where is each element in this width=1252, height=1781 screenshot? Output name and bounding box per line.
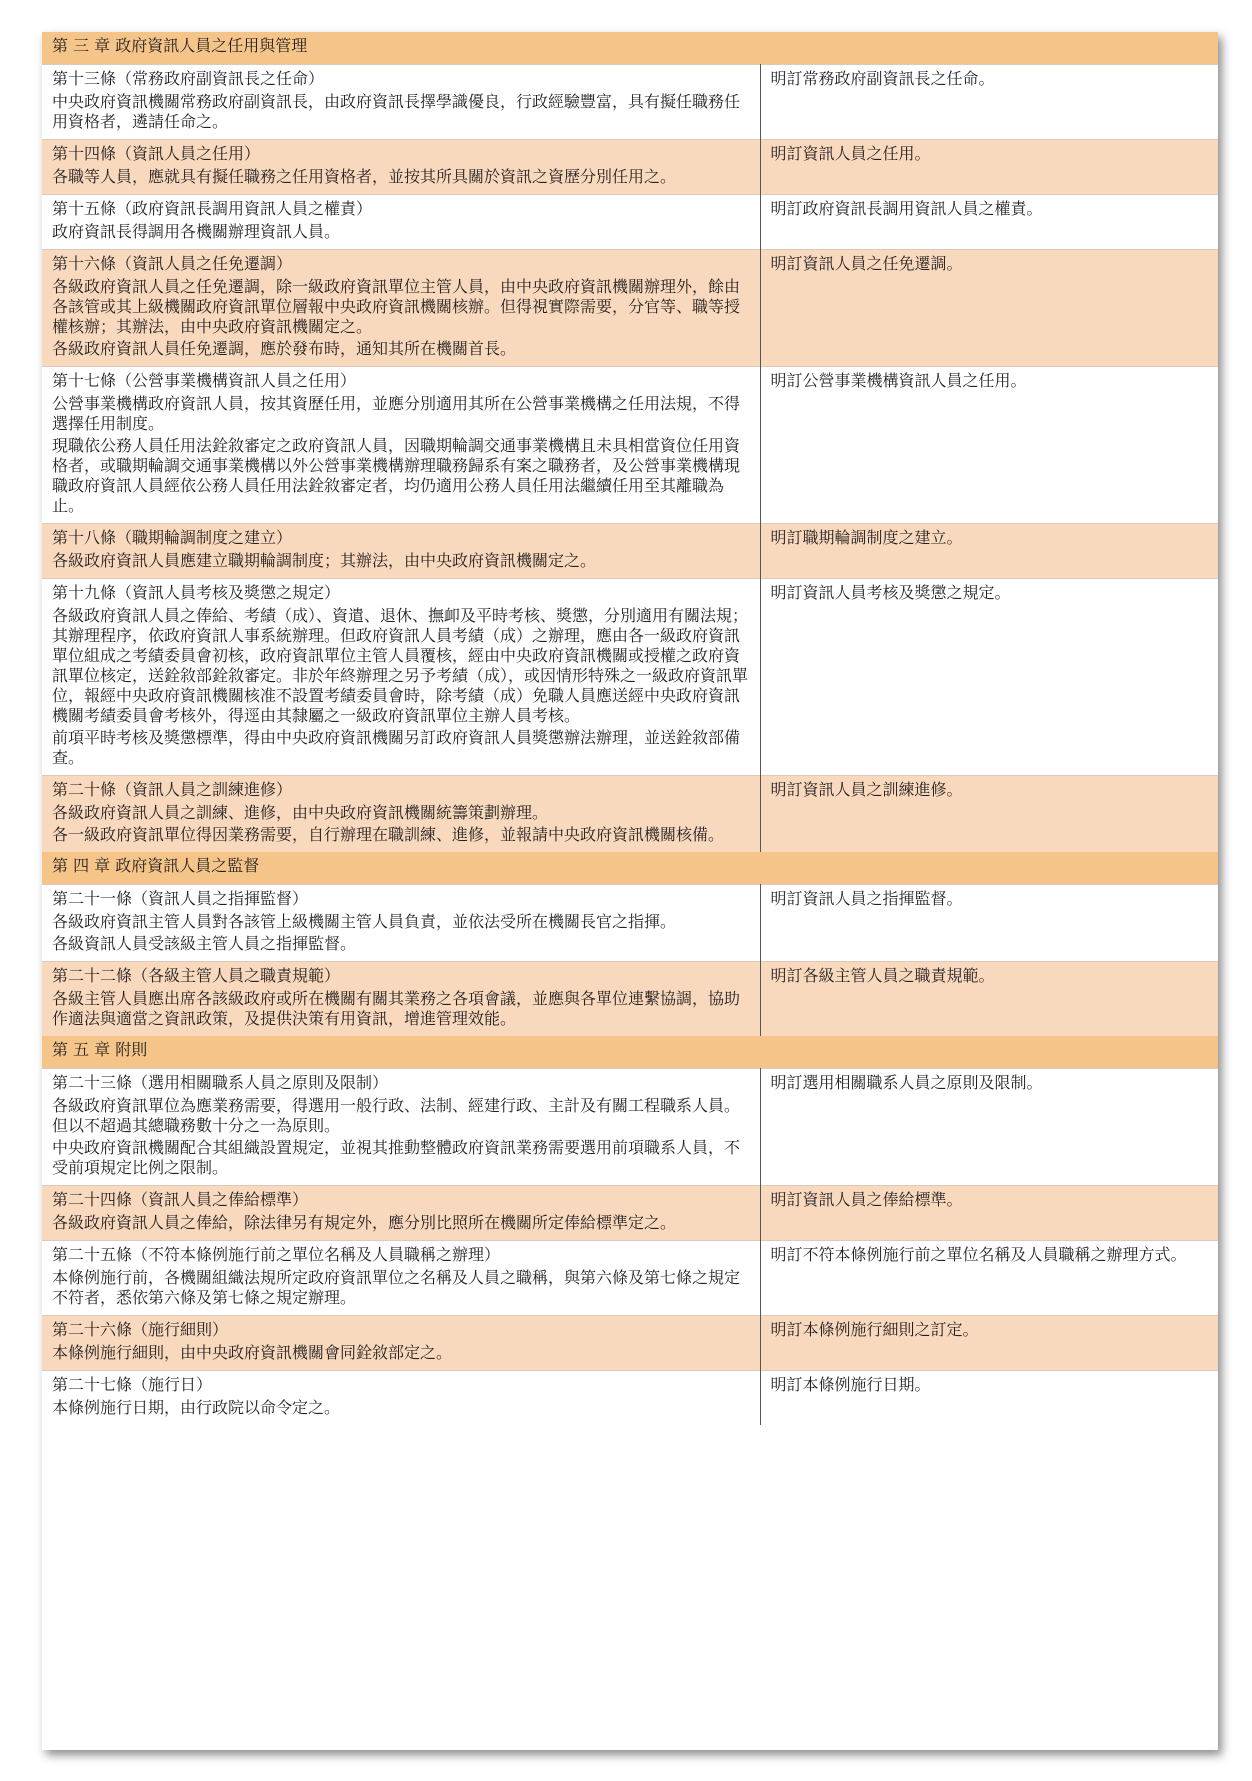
article-row: [42, 1069, 1218, 1186]
article-text-cell: [42, 140, 760, 195]
explanation-cell: [760, 1316, 1218, 1371]
article-row: [42, 1371, 1218, 1426]
article-row: [42, 962, 1218, 1037]
explanation-cell: [760, 367, 1218, 524]
explanation-text: 明訂資訊人員之任用。: [770, 144, 931, 163]
article-text-cell: [42, 1241, 760, 1316]
article-paragraph: 本條例施行日期，由行政院以命令定之。: [52, 1398, 341, 1417]
article-title: 第十八條（職期輪調制度之建立）: [52, 528, 293, 547]
explanation-text: 明訂資訊人員之指揮監督。: [770, 889, 963, 908]
explanation-text: 明訂資訊人員考核及獎懲之規定。: [770, 583, 1011, 602]
explanation-cell: [760, 250, 1218, 367]
explanation-cell: [760, 885, 1218, 962]
article-text-cell: [42, 524, 760, 579]
article-title: 第十四條（資訊人員之任用）: [52, 144, 261, 163]
article-text-cell: [42, 885, 760, 962]
article-paragraph: 各級政府資訊人員之俸給、考績（成）、資遣、退休、撫卹及平時考核、獎懲，分別適用有關法規；其辦理程序，依政府資訊人事系統辦理。但政府資訊人員考績（成）之辦理，應由各一級政府資訊單位組成之考績委員會初核，政府資訊單位主管人員覆核，經由中央政府資訊機關或授權之政府資訊單位核定，送銓敘部銓敘審定。非於年終辦理之另予考績（成），或因情形特殊之一級政府資訊單位，報經中央政府資訊機關核准不設置考績委員會時，除考績（成）免職人員應送經中央政府資訊機關考績委員會考核外，得逕由其隸屬之一級政府資訊單位主辦人員考核。: [52, 606, 749, 725]
chapter-header-row: [42, 1036, 1218, 1069]
explanation-cell: [760, 1069, 1218, 1186]
article-title: 第十五條（政府資訊長調用資訊人員之權責）: [52, 199, 373, 218]
explanation-text: 明訂常務政府副資訊長之任命。: [770, 69, 995, 88]
article-title: 第二十條（資訊人員之訓練進修）: [52, 780, 293, 799]
article-text-cell: [42, 65, 760, 140]
article-paragraph: 各一級政府資訊單位得因業務需要，自行辦理在職訓練、進修，並報請中央政府資訊機關核備。: [52, 825, 725, 844]
article-paragraph: 各級政府資訊主管人員對各該管上級機關主管人員負責，並依法受所在機關長官之指揮。: [52, 912, 677, 931]
article-paragraph: 各級政府資訊人員之任免遷調，除一級政府資訊單位主管人員，由中央政府資訊機關辦理外，餘由各該管或其上級機關政府資訊單位層報中央政府資訊機關核辦。但得視實際需要，分官等、職等授權核辦；其辦法，由中央政府資訊機關定之。: [52, 277, 741, 336]
article-title: 第十三條（常務政府副資訊長之任命）: [52, 69, 325, 88]
article-paragraph: 各級政府資訊人員之俸給，除法律另有規定外，應分別比照所在機關所定俸給標準定之。: [52, 1213, 677, 1232]
explanation-cell: [760, 1241, 1218, 1316]
article-paragraph: 各級政府資訊人員應建立職期輪調制度；其辦法，由中央政府資訊機關定之。: [52, 551, 597, 570]
explanation-text: 明訂各級主管人員之職責規範。: [770, 966, 995, 985]
article-title: 第二十一條（資訊人員之指揮監督）: [52, 889, 309, 908]
article-text-cell: [42, 579, 760, 776]
article-row: [42, 1316, 1218, 1371]
explanation-cell: [760, 524, 1218, 579]
article-title: 第二十五條（不符本條例施行前之單位名稱及人員職稱之辦理）: [52, 1245, 501, 1264]
explanation-text: 明訂資訊人員之俸給標準。: [770, 1190, 963, 1209]
article-row: [42, 579, 1218, 776]
article-paragraph: 本條例施行細則，由中央政府資訊機關會同銓敘部定之。: [52, 1343, 453, 1362]
article-text-cell: [42, 250, 760, 367]
article-title: 第二十六條（施行細則）: [52, 1320, 229, 1339]
explanation-text: 明訂不符本條例施行前之單位名稱及人員職稱之辦理方式。: [770, 1245, 1187, 1264]
article-text-cell: [42, 1371, 760, 1426]
explanation-text: 明訂資訊人員之任免遷調。: [770, 254, 963, 273]
explanation-cell: [760, 195, 1218, 250]
article-row: [42, 367, 1218, 524]
article-text-cell: [42, 1186, 760, 1241]
chapter-header-row: [42, 32, 1218, 65]
article-paragraph: 各級政府資訊單位為應業務需要，得選用一般行政、法制、經建行政、主計及有關工程職系人員。但以不超過其總職務數十分之一為原則。: [52, 1096, 741, 1135]
chapter-heading: 第 五 章 附則: [42, 1036, 1218, 1069]
article-row: [42, 776, 1218, 853]
article-row: [42, 1186, 1218, 1241]
explanation-cell: [760, 776, 1218, 853]
explanation-cell: [760, 140, 1218, 195]
article-text-cell: [42, 1316, 760, 1371]
article-paragraph: 中央政府資訊機關常務政府副資訊長，由政府資訊長擇學識優良，行政經驗豐富，具有擬任職務任用資格者，遴請任命之。: [52, 92, 741, 131]
chapter-heading: 第 四 章 政府資訊人員之監督: [42, 852, 1218, 885]
explanation-cell: [760, 962, 1218, 1037]
article-row: [42, 195, 1218, 250]
article-paragraph: 現職依公務人員任用法銓敘審定之政府資訊人員，因職期輪調交通事業機構且未具相當資位任用資格者，或職期輪調交通事業機構以外公營事業機構辦理職務歸系有案之職務者，及公營事業機構現職政府資訊人員經依公務人員任用法銓敘審定者，均仍適用公務人員任用法繼續任用至其離職為止。: [52, 436, 741, 515]
article-row: [42, 524, 1218, 579]
explanation-text: 明訂選用相關職系人員之原則及限制。: [770, 1073, 1043, 1092]
article-text-cell: [42, 367, 760, 524]
article-text-cell: [42, 776, 760, 853]
article-paragraph: 前項平時考核及獎懲標準，得由中央政府資訊機關另訂政府資訊人員獎懲辦法辦理，並送銓敘部備查。: [52, 728, 741, 767]
explanation-cell: [760, 1186, 1218, 1241]
article-title: 第二十二條（各級主管人員之職責規範）: [52, 966, 341, 985]
article-title: 第二十七條（施行日）: [52, 1375, 213, 1394]
explanation-text: 明訂政府資訊長調用資訊人員之權責。: [770, 199, 1043, 218]
article-paragraph: 本條例施行前，各機關組織法規所定政府資訊單位之名稱及人員之職稱，與第六條及第七條之規定不符者，悉依第六條及第七條之規定辦理。: [52, 1268, 741, 1307]
explanation-cell: [760, 579, 1218, 776]
explanation-text: 明訂職期輪調制度之建立。: [770, 528, 963, 547]
article-title: 第十七條（公營事業機構資訊人員之任用）: [52, 371, 357, 390]
chapter-header-row: [42, 852, 1218, 885]
explanation-text: 明訂資訊人員之訓練進修。: [770, 780, 963, 799]
regulation-table: [42, 32, 1218, 1425]
article-paragraph: 各級主管人員應出席各該級政府或所在機關有關其業務之各項會議，並應與各單位連繫協調，協助作適法與適當之資訊政策，及提供決策有用資訊，增進管理效能。: [52, 989, 741, 1028]
explanation-cell: [760, 1371, 1218, 1426]
article-row: [42, 250, 1218, 367]
explanation-cell: [760, 65, 1218, 140]
article-text-cell: [42, 195, 760, 250]
article-title: 第二十四條（資訊人員之俸給標準）: [52, 1190, 309, 1209]
explanation-text: 明訂本條例施行日期。: [770, 1375, 931, 1394]
article-paragraph: 各級資訊人員受該級主管人員之指揮監督。: [52, 934, 357, 953]
article-row: [42, 1241, 1218, 1316]
article-row: [42, 885, 1218, 962]
article-paragraph: 各級政府資訊人員任免遷調，應於發布時，通知其所在機關首長。: [52, 339, 517, 358]
article-paragraph: 各級政府資訊人員之訓練、進修，由中央政府資訊機關統籌策劃辦理。: [52, 803, 549, 822]
article-title: 第十九條（資訊人員考核及獎懲之規定）: [52, 583, 341, 602]
article-paragraph: 各職等人員，應就具有擬任職務之任用資格者，並按其所具關於資訊之資歷分別任用之。: [52, 167, 677, 186]
article-title: 第二十三條（選用相關職系人員之原則及限制）: [52, 1073, 389, 1092]
chapter-heading: 第 三 章 政府資訊人員之任用與管理: [42, 32, 1218, 65]
article-text-cell: [42, 962, 760, 1037]
article-paragraph: 政府資訊長得調用各機關辦理資訊人員。: [52, 222, 341, 241]
article-paragraph: 中央政府資訊機關配合其組織設置規定，並視其推動整體政府資訊業務需要選用前項職系人員，不受前項規定比例之限制。: [52, 1138, 741, 1177]
article-paragraph: 公營事業機構政府資訊人員，按其資歷任用，並應分別適用其所在公營事業機構之任用法規，不得選擇任用制度。: [52, 394, 741, 433]
regulation-table-body: [42, 32, 1218, 1425]
article-row: [42, 65, 1218, 140]
article-text-cell: [42, 1069, 760, 1186]
explanation-text: 明訂本條例施行細則之訂定。: [770, 1320, 979, 1339]
document-page: [42, 32, 1218, 1750]
article-row: [42, 140, 1218, 195]
article-title: 第十六條（資訊人員之任免遷調）: [52, 254, 293, 273]
explanation-text: 明訂公營事業機構資訊人員之任用。: [770, 371, 1027, 390]
